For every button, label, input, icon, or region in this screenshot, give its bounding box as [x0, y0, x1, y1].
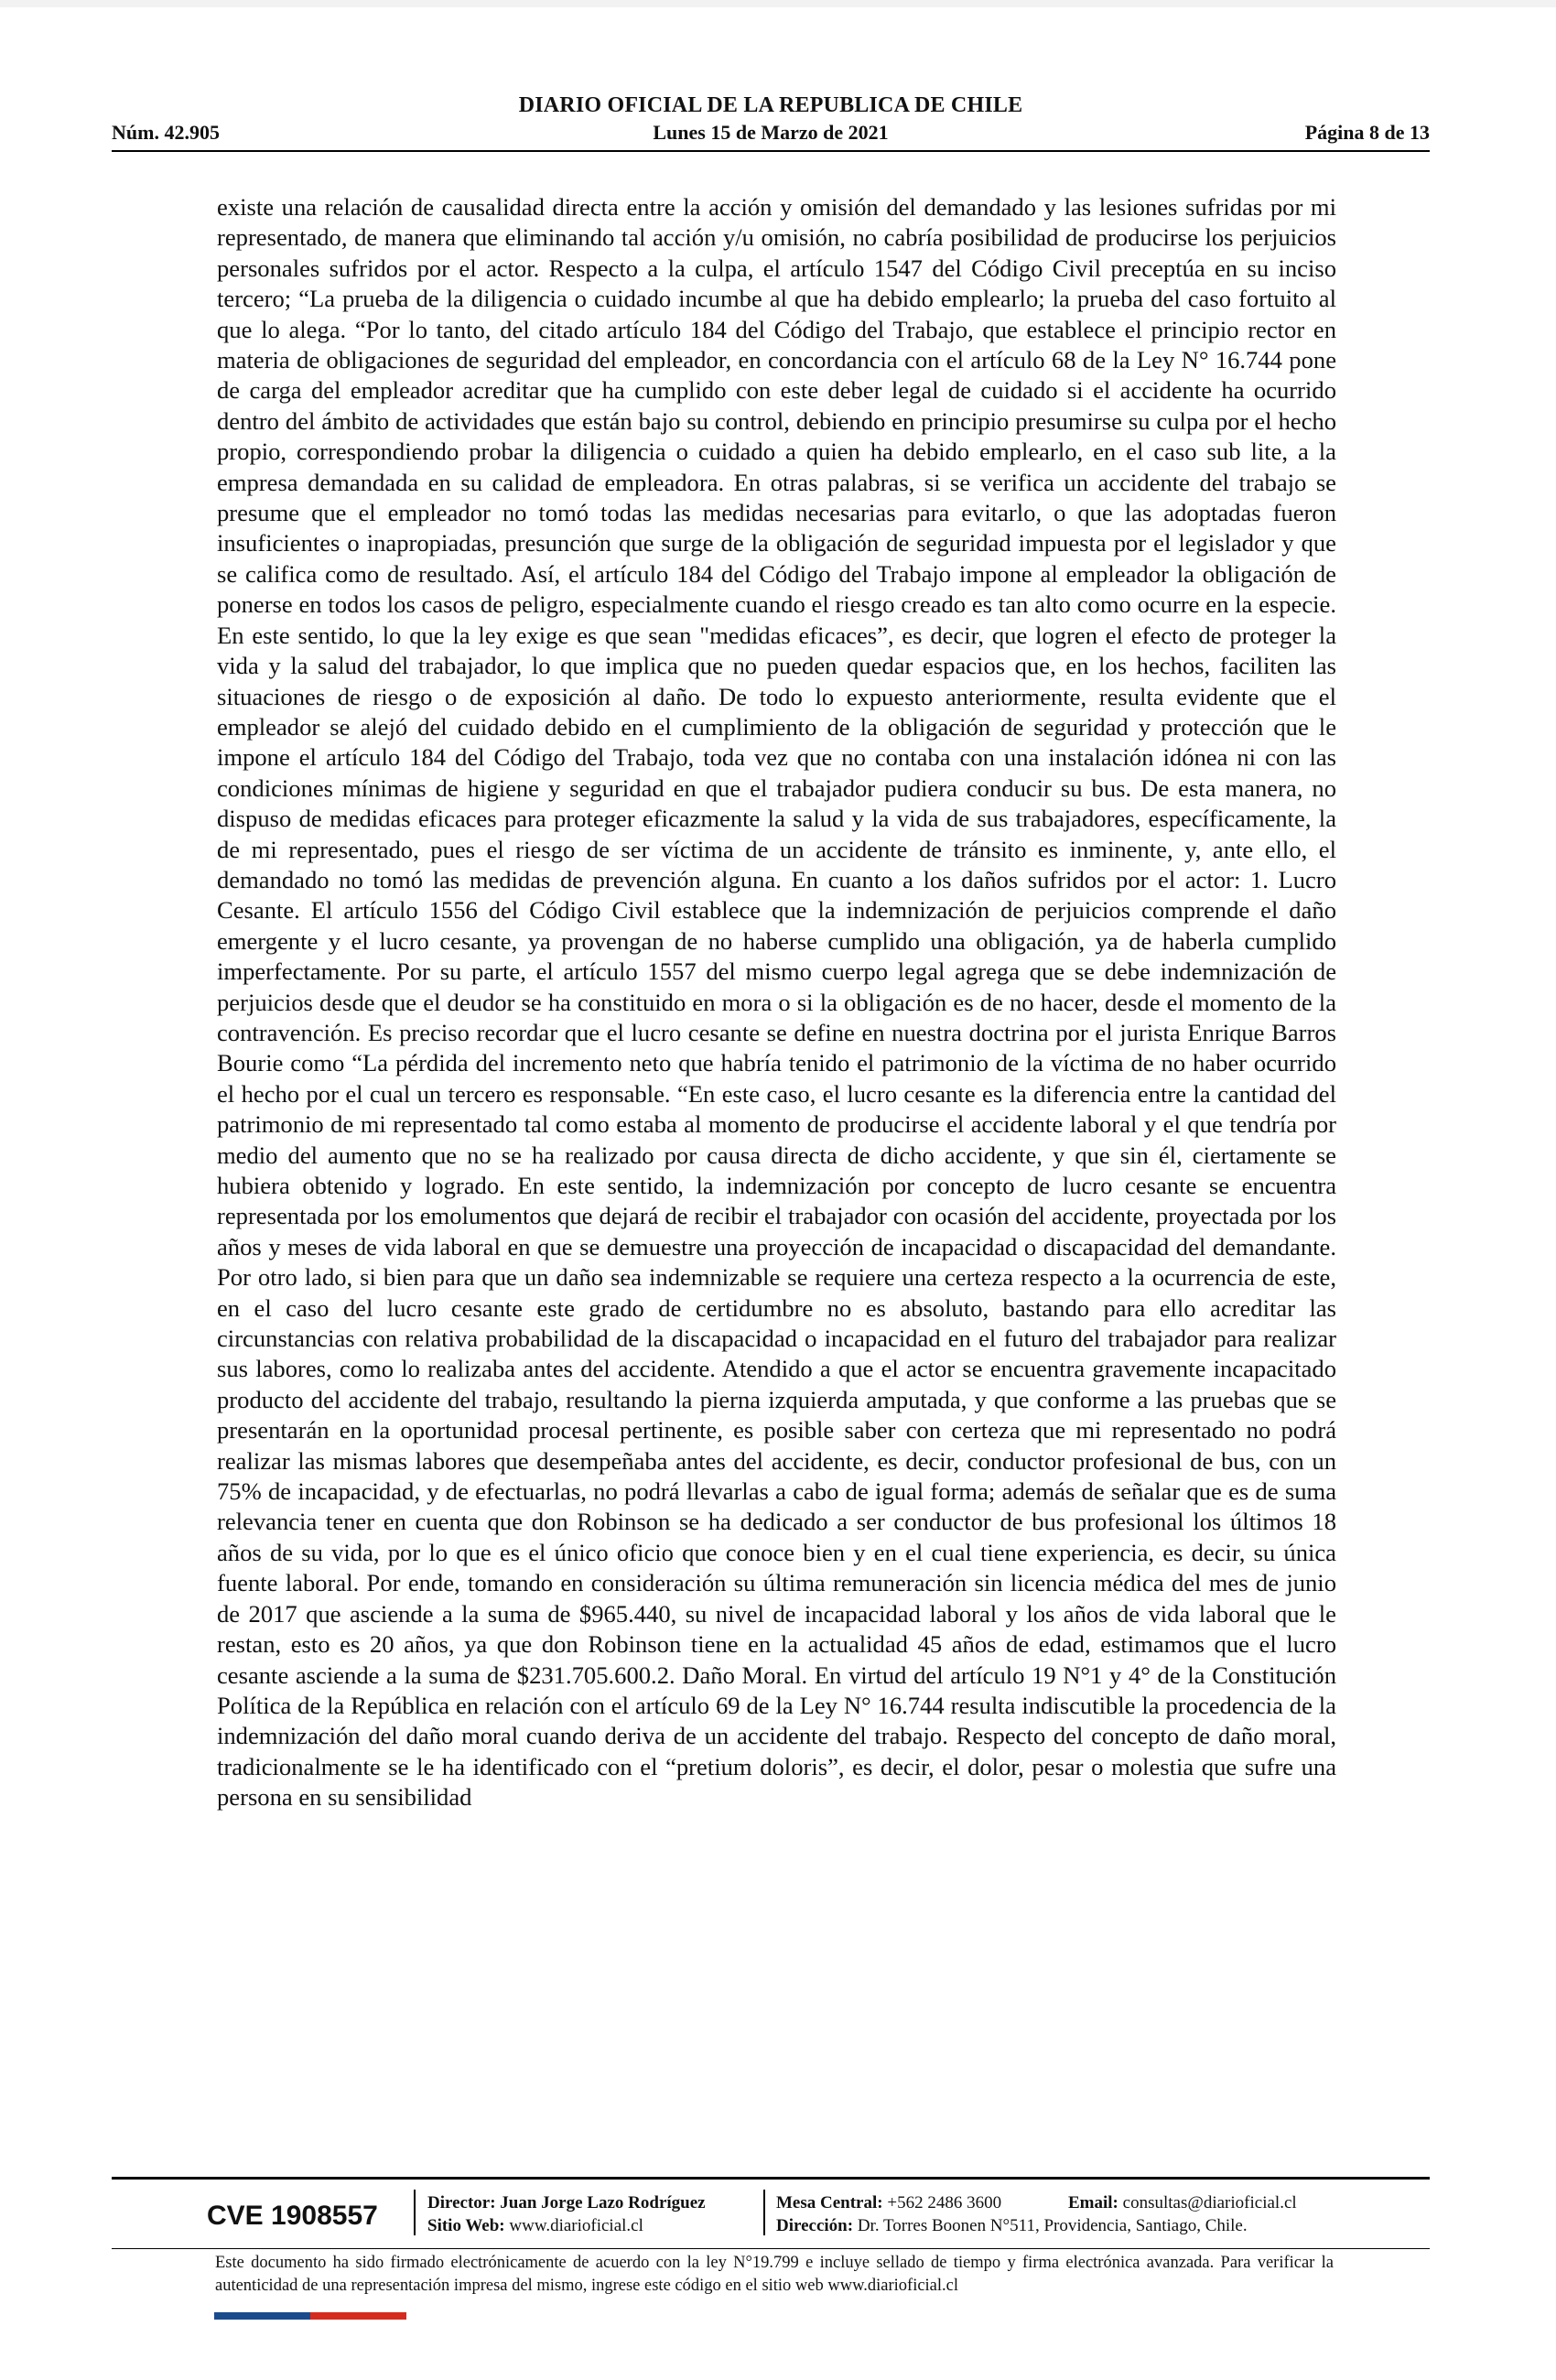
footer-separator: [763, 2190, 765, 2235]
direccion-value: Dr. Torres Boonen N°511, Providencia, Santiago, Chile.: [857, 2216, 1248, 2235]
cve-code: CVE 1908557: [207, 2201, 378, 2231]
footer-email-block: [1068, 2191, 1297, 2214]
body-paragraph: existe una relación de causalidad directa entre la acción y omisión del demandado y las lesiones sufridas por mi representado, de manera que eliminando tal acción y/u omisión, no cabría posibilidad de producirse los perjuicios personales sufridos por el actor. Respecto a la culpa, el artículo 1547 del Código Civil preceptúa en su inciso tercero; “La prueba de la diligencia o cuidado incumbe al que ha debido emplearlo; la prueba del caso fortuito al que lo alega. “Por lo tanto, del citado artículo 184 del Código del Trabajo, que establece el principio rector en materia de obligaciones de seguridad del empleador, en concordancia con el artículo 68 de la Ley N° 16.744 pone de carga del empleador acreditar que ha cumplido con este deber legal de cuidado si el accidente ha ocurrido dentro del ámbito de actividades que están bajo su control, debiendo en principio presumirse su culpa por el hecho propio, correspondiendo probar la diligencia o cuidado a quien ha debido emplearlo, en el caso sub lite, a la empresa demandada en su calidad de empleadora. En otras palabras, si se verifica un accidente del trabajo se presume que el empleador no tomó todas las medidas necesarias para evitarlo, o que las adoptadas fueron insuficientes o inapropiadas, presunción que surge de la obligación de seguridad impuesta por el legislador y que se califica como de resultado. Así, el artículo 184 del Código del Trabajo impone al empleador la obligación de ponerse en todos los casos de peligro, especialmente cuando el riesgo creado es tan alto como ocurre en la especie. En este sentido, lo que la ley exige es que sean "medidas eficaces”, es decir, que logren el efecto de proteger la vida y la salud del trabajador, lo que implica que no pueden quedar espacios que, en los hechos, faciliten las situaciones de riesgo o de exposición al daño. De todo lo expuesto anteriormente, resulta evidente que el empleador se alejó del cuidado debido en el cumplimiento de la obligación de seguridad y protección que le impone el artículo 184 del Código del Trabajo, toda vez que no contaba con una instalación idónea ni con las condiciones mínimas de higiene y seguridad en que el trabajador pudiera conducir su bus. De esta manera, no dispuso de medidas eficaces para proteger eficazmente la salud y la vida de sus trabajadores, específicamente, la de mi representado, pues el riesgo de ser víctima de un accidente de tránsito es inminente, y, ante ello, el demandado no tomó las medidas de prevención alguna. En cuanto a los daños sufridos por el actor: 1. Lucro Cesante. El artículo 1556 del Código Civil establece que la indemnización de perjuicios comprende el daño emergente y el lucro cesante, ya provengan de no haberse cumplido una obligación, ya de haberla cumplido imperfectamente. Por su parte, el artículo 1557 del mismo cuerpo legal agrega que se debe indemnización de perjuicios desde que el deudor se ha constituido en mora o si la obligación es de no hacer, desde el momento de la contravención. Es preciso recordar que el lucro cesante se define en nuestra doctrina por el jurista Enrique Barros Bourie como “La pérdida del incremento neto que habría tenido el patrimonio de la víctima de no haber ocurrido el hecho por el cual un tercero es responsable. “En este caso, el lucro cesante es la diferencia entre la cantidad del patrimonio de mi representado tal como estaba al momento de producirse el accidente laboral y el que tendría por medio del aumento que no se ha realizado por causa directa de dicho accidente, y que sin él, ciertamente se hubiera obtenido y logrado. En este sentido, la indemnización por concepto de lucro cesante se encuentra representada por los emolumentos que dejará de recibir el trabajador con ocasión del accidente, proyectada por los años y meses de vida laboral en que se demuestre una proyección de incapacidad o discapacidad del demandante. Por otro lado, si bien para que un daño sea indemnizable se requiere una certeza respecto a la ocurrencia de este, en el caso del lucro cesante este grado de certidumbre no es absoluto, bastando para ello acreditar las circunstancias con relativa probabilidad de la discapacidad o incapacidad en el futuro del trabajador para realizar sus labores, como lo realizaba antes del accidente. Atendido a que el actor se encuentra gravemente incapacitado producto del accidente del trabajo, resultando la pierna izquierda amputada, y que conforme a las pruebas que se presentarán en la oportunidad procesal pertinente, es posible saber con certeza que mi representado no podrá realizar las mismas labores que desempeñaba antes del accidente, es decir, conductor profesional de bus, con un 75% de incapacidad, y de efectuarlas, no podrá llevarlas a cabo de igual forma; además de señalar que es de suma relevancia tener en cuenta que don Robinson se ha dedicado a ser conductor de bus profesional los últimos 18 años de su vida, por lo que es el único oficio que conoce bien y en el cual tiene experiencia, es decir, su única fuente laboral. Por ende, tomando en consideración su última remuneración sin licencia médica del mes de junio de 2017 que asciende a la suma de $965.440, su nivel de incapacidad laboral y los años de vida laboral que le restan, esto es 20 años, ya que don Robinson tiene en la actualidad 45 años de edad, estimamos que el lucro cesante asciende a la suma de $231.705.600.2. Daño Moral. En virtud del artículo 19 N°1 y 4° de la Constitución Política de la República en relación con el artículo 69 de la Ley N° 16.744 resulta indiscutible la procedencia de la indemnización del daño moral cuando deriva de un accidente del trabajo. Respecto del concepto de daño moral, tradicionalmente se le ha identificado con el “pretium doloris”, es decir, el dolor, pesar o molestia que sufre una persona en su sensibilidad: [217, 193, 1336, 1812]
page-header: [112, 93, 1430, 148]
footer-director-block: [427, 2191, 706, 2237]
footer-separator: [414, 2190, 416, 2235]
flag-blue-segment: [214, 2312, 310, 2320]
publication-date: Lunes 15 de Marzo de 2021: [653, 121, 889, 144]
publication-title: DIARIO OFICIAL DE LA REPUBLICA DE CHILE: [518, 93, 1023, 117]
chile-flag-bar: [214, 2312, 406, 2320]
mesa-label: Mesa Central:: [776, 2193, 883, 2212]
flag-red-segment: [310, 2312, 406, 2320]
email-label: Email:: [1068, 2193, 1118, 2212]
email-link[interactable]: consultas@diarioficial.cl: [1122, 2193, 1297, 2212]
document-body: [217, 192, 1336, 1813]
issue-number: Núm. 42.905: [112, 121, 220, 144]
web-label: Sitio Web:: [427, 2216, 505, 2235]
director-label: Director:: [427, 2193, 496, 2212]
mesa-phone: +562 2486 3600: [887, 2193, 1002, 2212]
page-footer: [112, 2182, 1430, 2246]
direccion-label: Dirección:: [776, 2216, 854, 2235]
web-link[interactable]: www.diarioficial.cl: [509, 2216, 643, 2235]
header-divider: [112, 150, 1430, 152]
page-number: Página 8 de 13: [1304, 121, 1430, 144]
legal-notice: Este documento ha sido firmado electrónicamente de acuerdo con la ley N°19.799 e incluye sellado de tiempo y firma electrónica avanzada. Para verificar la autenticidad de una representación impresa del mismo, ingrese este código en el sitio web www.diarioficial.cl: [215, 2254, 1334, 2295]
footer-divider: [112, 2177, 1430, 2180]
footer-divider-thin: [112, 2248, 1430, 2249]
page-top-edge: [0, 0, 1556, 7]
director-name: Juan Jorge Lazo Rodríguez: [500, 2193, 706, 2212]
